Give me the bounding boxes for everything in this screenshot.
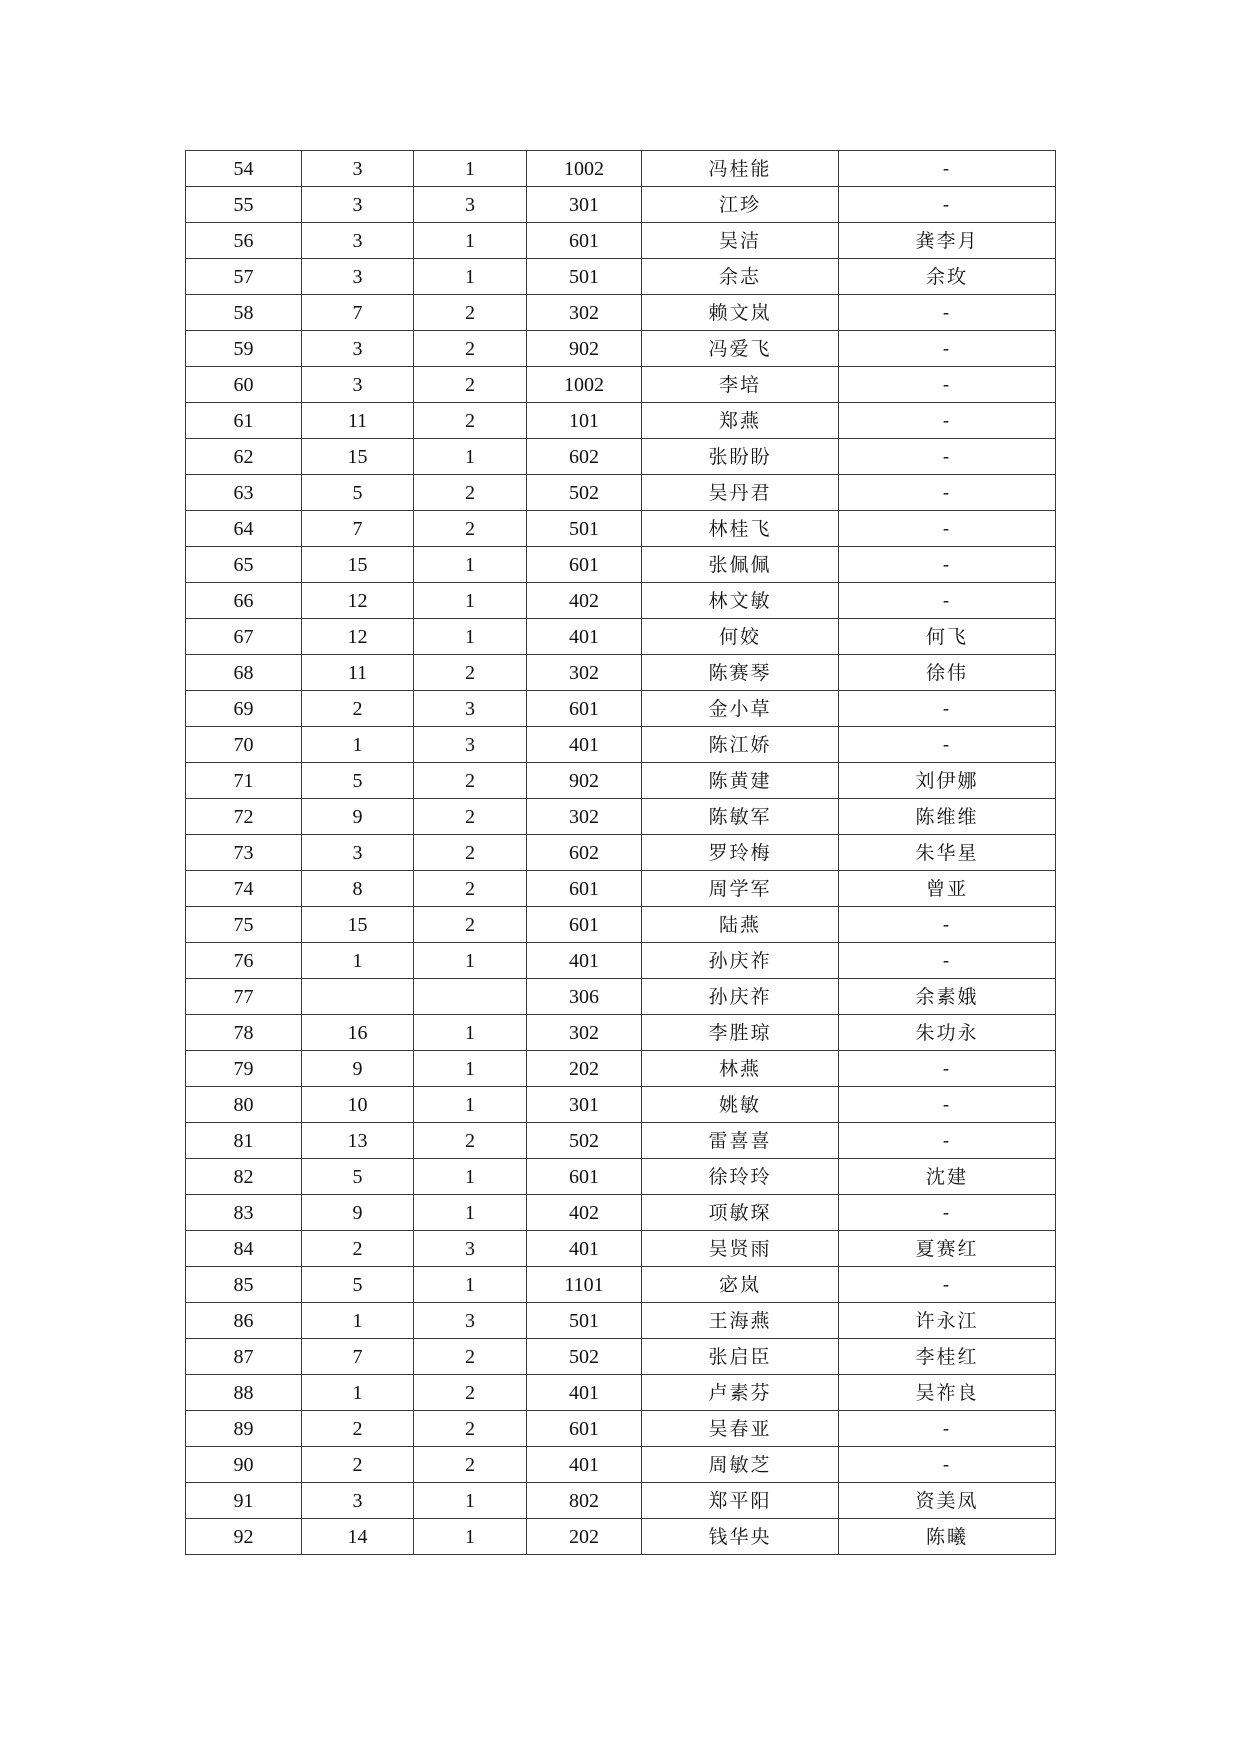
row-number-cell: 58 — [186, 295, 302, 331]
co-owner-name-cell: - — [839, 331, 1056, 367]
co-owner-name-cell: 余玫 — [839, 259, 1056, 295]
table-row — [186, 1123, 1056, 1159]
row-number-cell: 78 — [186, 1015, 302, 1051]
column-2-cell: 5 — [302, 763, 414, 799]
table-row — [186, 943, 1056, 979]
column-2-cell: 2 — [302, 1411, 414, 1447]
co-owner-name-cell: 沈建 — [839, 1159, 1056, 1195]
owner-name-cell: 陈赛琴 — [642, 655, 839, 691]
column-3-cell: 2 — [414, 763, 527, 799]
column-2-cell: 9 — [302, 1195, 414, 1231]
column-3-cell: 1 — [414, 1087, 527, 1123]
owner-name-cell: 冯爱飞 — [642, 331, 839, 367]
table-row — [186, 1195, 1056, 1231]
co-owner-name-cell: - — [839, 1411, 1056, 1447]
table-row — [186, 1267, 1056, 1303]
co-owner-name-cell: 刘伊娜 — [839, 763, 1056, 799]
column-2-cell: 7 — [302, 511, 414, 547]
column-2-cell: 3 — [302, 223, 414, 259]
table-row — [186, 295, 1056, 331]
table-row — [186, 1087, 1056, 1123]
co-owner-name-cell: - — [839, 547, 1056, 583]
co-owner-name-cell: - — [839, 1051, 1056, 1087]
column-2-cell: 3 — [302, 331, 414, 367]
room-number-cell: 601 — [527, 1159, 642, 1195]
owner-name-cell: 雷喜喜 — [642, 1123, 839, 1159]
row-number-cell: 83 — [186, 1195, 302, 1231]
row-number-cell: 79 — [186, 1051, 302, 1087]
table-row — [186, 763, 1056, 799]
column-3-cell: 2 — [414, 799, 527, 835]
column-3-cell: 1 — [414, 1519, 527, 1555]
column-3-cell: 2 — [414, 511, 527, 547]
owner-name-cell: 余志 — [642, 259, 839, 295]
room-number-cell: 101 — [527, 403, 642, 439]
owner-name-cell: 孙庆祚 — [642, 943, 839, 979]
room-number-cell: 301 — [527, 1087, 642, 1123]
room-number-cell: 601 — [527, 223, 642, 259]
column-2-cell: 3 — [302, 835, 414, 871]
column-2-cell: 15 — [302, 907, 414, 943]
co-owner-name-cell: - — [839, 439, 1056, 475]
table-row — [186, 331, 1056, 367]
column-2-cell: 3 — [302, 367, 414, 403]
column-3-cell: 1 — [414, 151, 527, 187]
room-number-cell: 502 — [527, 1339, 642, 1375]
room-number-cell: 601 — [527, 547, 642, 583]
room-number-cell: 601 — [527, 1411, 642, 1447]
column-3-cell: 1 — [414, 1483, 527, 1519]
co-owner-name-cell: 许永江 — [839, 1303, 1056, 1339]
roster-table-body — [186, 151, 1056, 1555]
row-number-cell: 74 — [186, 871, 302, 907]
owner-name-cell: 项敏琛 — [642, 1195, 839, 1231]
room-number-cell: 302 — [527, 295, 642, 331]
co-owner-name-cell: 龚李月 — [839, 223, 1056, 259]
column-2-cell: 3 — [302, 187, 414, 223]
table-row — [186, 1375, 1056, 1411]
room-number-cell: 1002 — [527, 151, 642, 187]
table-row — [186, 1303, 1056, 1339]
room-number-cell: 1002 — [527, 367, 642, 403]
column-3-cell: 1 — [414, 1015, 527, 1051]
table-row — [186, 1339, 1056, 1375]
co-owner-name-cell: 朱功永 — [839, 1015, 1056, 1051]
table-row — [186, 1483, 1056, 1519]
column-2-cell: 12 — [302, 583, 414, 619]
table-row — [186, 1231, 1056, 1267]
column-3-cell: 1 — [414, 439, 527, 475]
co-owner-name-cell: 吴祚良 — [839, 1375, 1056, 1411]
table-row — [186, 1015, 1056, 1051]
table-row — [186, 1411, 1056, 1447]
row-number-cell: 59 — [186, 331, 302, 367]
table-row — [186, 1051, 1056, 1087]
room-number-cell: 1101 — [527, 1267, 642, 1303]
co-owner-name-cell: 余素娥 — [839, 979, 1056, 1015]
column-2-cell: 5 — [302, 1267, 414, 1303]
row-number-cell: 81 — [186, 1123, 302, 1159]
table-row — [186, 439, 1056, 475]
room-number-cell: 202 — [527, 1051, 642, 1087]
column-3-cell: 1 — [414, 547, 527, 583]
table-row — [186, 223, 1056, 259]
co-owner-name-cell: - — [839, 907, 1056, 943]
column-3-cell: 2 — [414, 835, 527, 871]
column-3-cell: 2 — [414, 475, 527, 511]
row-number-cell: 77 — [186, 979, 302, 1015]
owner-name-cell: 周敏芝 — [642, 1447, 839, 1483]
row-number-cell: 88 — [186, 1375, 302, 1411]
row-number-cell: 85 — [186, 1267, 302, 1303]
co-owner-name-cell: - — [839, 511, 1056, 547]
co-owner-name-cell: - — [839, 475, 1056, 511]
column-3-cell: 1 — [414, 583, 527, 619]
table-row — [186, 367, 1056, 403]
table-row — [186, 907, 1056, 943]
row-number-cell: 90 — [186, 1447, 302, 1483]
row-number-cell: 76 — [186, 943, 302, 979]
owner-name-cell: 吴春亚 — [642, 1411, 839, 1447]
column-2-cell: 14 — [302, 1519, 414, 1555]
owner-name-cell: 林文敏 — [642, 583, 839, 619]
co-owner-name-cell: - — [839, 1123, 1056, 1159]
column-3-cell: 2 — [414, 871, 527, 907]
column-3-cell: 2 — [414, 1375, 527, 1411]
co-owner-name-cell: - — [839, 943, 1056, 979]
owner-name-cell: 陈江娇 — [642, 727, 839, 763]
roster-table — [185, 150, 1056, 1555]
owner-name-cell: 卢素芬 — [642, 1375, 839, 1411]
row-number-cell: 57 — [186, 259, 302, 295]
column-3-cell: 1 — [414, 1051, 527, 1087]
column-2-cell: 9 — [302, 1051, 414, 1087]
column-3-cell: 1 — [414, 943, 527, 979]
owner-name-cell: 陈黄建 — [642, 763, 839, 799]
row-number-cell: 73 — [186, 835, 302, 871]
owner-name-cell: 孙庆祚 — [642, 979, 839, 1015]
table-row — [186, 727, 1056, 763]
owner-name-cell: 何姣 — [642, 619, 839, 655]
column-2-cell: 13 — [302, 1123, 414, 1159]
row-number-cell: 67 — [186, 619, 302, 655]
column-3-cell: 2 — [414, 1339, 527, 1375]
table-row — [186, 511, 1056, 547]
room-number-cell: 401 — [527, 1375, 642, 1411]
column-3-cell: 2 — [414, 331, 527, 367]
co-owner-name-cell: - — [839, 583, 1056, 619]
row-number-cell: 71 — [186, 763, 302, 799]
table-row — [186, 187, 1056, 223]
column-2-cell: 3 — [302, 151, 414, 187]
row-number-cell: 56 — [186, 223, 302, 259]
room-number-cell: 501 — [527, 1303, 642, 1339]
row-number-cell: 65 — [186, 547, 302, 583]
table-row — [186, 583, 1056, 619]
room-number-cell: 502 — [527, 475, 642, 511]
owner-name-cell: 徐玲玲 — [642, 1159, 839, 1195]
column-3-cell: 1 — [414, 1195, 527, 1231]
row-number-cell: 68 — [186, 655, 302, 691]
row-number-cell: 55 — [186, 187, 302, 223]
owner-name-cell: 姚敏 — [642, 1087, 839, 1123]
column-3-cell: 2 — [414, 403, 527, 439]
owner-name-cell: 钱华央 — [642, 1519, 839, 1555]
column-2-cell: 15 — [302, 547, 414, 583]
owner-name-cell: 李培 — [642, 367, 839, 403]
room-number-cell: 401 — [527, 727, 642, 763]
column-2-cell: 1 — [302, 1375, 414, 1411]
table-row — [186, 691, 1056, 727]
table-row — [186, 871, 1056, 907]
co-owner-name-cell: - — [839, 295, 1056, 331]
row-number-cell: 70 — [186, 727, 302, 763]
room-number-cell: 602 — [527, 439, 642, 475]
co-owner-name-cell: 陈维维 — [839, 799, 1056, 835]
room-number-cell: 802 — [527, 1483, 642, 1519]
row-number-cell: 86 — [186, 1303, 302, 1339]
column-3-cell: 1 — [414, 1159, 527, 1195]
column-2-cell: 12 — [302, 619, 414, 655]
owner-name-cell: 江珍 — [642, 187, 839, 223]
column-3-cell: 1 — [414, 259, 527, 295]
row-number-cell: 89 — [186, 1411, 302, 1447]
room-number-cell: 402 — [527, 1195, 642, 1231]
row-number-cell: 87 — [186, 1339, 302, 1375]
table-row — [186, 655, 1056, 691]
column-3-cell: 1 — [414, 1267, 527, 1303]
owner-name-cell: 林燕 — [642, 1051, 839, 1087]
column-3-cell: 2 — [414, 907, 527, 943]
column-2-cell: 3 — [302, 259, 414, 295]
row-number-cell: 69 — [186, 691, 302, 727]
owner-name-cell: 林桂飞 — [642, 511, 839, 547]
room-number-cell: 601 — [527, 907, 642, 943]
co-owner-name-cell: 曾亚 — [839, 871, 1056, 907]
owner-name-cell: 吴丹君 — [642, 475, 839, 511]
table-row — [186, 979, 1056, 1015]
column-2-cell: 5 — [302, 475, 414, 511]
column-2-cell: 1 — [302, 727, 414, 763]
room-number-cell: 902 — [527, 763, 642, 799]
column-3-cell: 1 — [414, 223, 527, 259]
column-3-cell: 3 — [414, 691, 527, 727]
owner-name-cell: 张佩佩 — [642, 547, 839, 583]
row-number-cell: 64 — [186, 511, 302, 547]
co-owner-name-cell: - — [839, 1087, 1056, 1123]
column-2-cell: 11 — [302, 403, 414, 439]
room-number-cell: 501 — [527, 511, 642, 547]
room-number-cell: 401 — [527, 1231, 642, 1267]
column-2-cell: 7 — [302, 295, 414, 331]
room-number-cell: 902 — [527, 331, 642, 367]
column-2-cell: 11 — [302, 655, 414, 691]
table-row — [186, 1159, 1056, 1195]
table-row — [186, 259, 1056, 295]
row-number-cell: 91 — [186, 1483, 302, 1519]
owner-name-cell: 郑平阳 — [642, 1483, 839, 1519]
room-number-cell: 301 — [527, 187, 642, 223]
table-row — [186, 619, 1056, 655]
table-row — [186, 403, 1056, 439]
column-3-cell: 2 — [414, 1447, 527, 1483]
column-2-cell — [302, 979, 414, 1015]
table-row — [186, 1447, 1056, 1483]
row-number-cell: 92 — [186, 1519, 302, 1555]
table-row — [186, 547, 1056, 583]
co-owner-name-cell: 朱华星 — [839, 835, 1056, 871]
column-2-cell: 5 — [302, 1159, 414, 1195]
row-number-cell: 84 — [186, 1231, 302, 1267]
column-3-cell: 2 — [414, 1123, 527, 1159]
column-3-cell: 3 — [414, 727, 527, 763]
table-row — [186, 835, 1056, 871]
owner-name-cell: 陈敏军 — [642, 799, 839, 835]
row-number-cell: 61 — [186, 403, 302, 439]
column-2-cell: 10 — [302, 1087, 414, 1123]
co-owner-name-cell: - — [839, 1195, 1056, 1231]
column-2-cell: 7 — [302, 1339, 414, 1375]
owner-name-cell: 周学军 — [642, 871, 839, 907]
column-2-cell: 3 — [302, 1483, 414, 1519]
row-number-cell: 80 — [186, 1087, 302, 1123]
room-number-cell: 302 — [527, 799, 642, 835]
co-owner-name-cell: 夏赛红 — [839, 1231, 1056, 1267]
room-number-cell: 602 — [527, 835, 642, 871]
row-number-cell: 72 — [186, 799, 302, 835]
column-2-cell: 2 — [302, 691, 414, 727]
room-number-cell: 401 — [527, 1447, 642, 1483]
co-owner-name-cell: - — [839, 1267, 1056, 1303]
row-number-cell: 54 — [186, 151, 302, 187]
column-3-cell: 3 — [414, 1303, 527, 1339]
column-2-cell: 1 — [302, 943, 414, 979]
row-number-cell: 62 — [186, 439, 302, 475]
co-owner-name-cell: - — [839, 727, 1056, 763]
row-number-cell: 63 — [186, 475, 302, 511]
room-number-cell: 202 — [527, 1519, 642, 1555]
table-row — [186, 1519, 1056, 1555]
column-3-cell: 2 — [414, 367, 527, 403]
row-number-cell: 82 — [186, 1159, 302, 1195]
owner-name-cell: 金小草 — [642, 691, 839, 727]
co-owner-name-cell: 何飞 — [839, 619, 1056, 655]
co-owner-name-cell: - — [839, 367, 1056, 403]
table-row — [186, 475, 1056, 511]
co-owner-name-cell: - — [839, 691, 1056, 727]
owner-name-cell: 李胜琼 — [642, 1015, 839, 1051]
owner-name-cell: 郑燕 — [642, 403, 839, 439]
owner-name-cell: 陆燕 — [642, 907, 839, 943]
room-number-cell: 502 — [527, 1123, 642, 1159]
co-owner-name-cell: - — [839, 151, 1056, 187]
room-number-cell: 302 — [527, 655, 642, 691]
column-3-cell — [414, 979, 527, 1015]
owner-name-cell: 吴洁 — [642, 223, 839, 259]
column-3-cell: 3 — [414, 1231, 527, 1267]
column-3-cell: 2 — [414, 295, 527, 331]
row-number-cell: 60 — [186, 367, 302, 403]
table-row — [186, 799, 1056, 835]
column-2-cell: 15 — [302, 439, 414, 475]
room-number-cell: 601 — [527, 871, 642, 907]
column-3-cell: 3 — [414, 187, 527, 223]
room-number-cell: 402 — [527, 583, 642, 619]
owner-name-cell: 吴贤雨 — [642, 1231, 839, 1267]
column-2-cell: 16 — [302, 1015, 414, 1051]
owner-name-cell: 冯桂能 — [642, 151, 839, 187]
co-owner-name-cell: - — [839, 403, 1056, 439]
row-number-cell: 75 — [186, 907, 302, 943]
co-owner-name-cell: - — [839, 187, 1056, 223]
owner-name-cell: 赖文岚 — [642, 295, 839, 331]
co-owner-name-cell: 陈曦 — [839, 1519, 1056, 1555]
column-3-cell: 2 — [414, 1411, 527, 1447]
owner-name-cell: 张启臣 — [642, 1339, 839, 1375]
column-2-cell: 1 — [302, 1303, 414, 1339]
room-number-cell: 302 — [527, 1015, 642, 1051]
room-number-cell: 501 — [527, 259, 642, 295]
co-owner-name-cell: 徐伟 — [839, 655, 1056, 691]
owner-name-cell: 王海燕 — [642, 1303, 839, 1339]
co-owner-name-cell: 李桂红 — [839, 1339, 1056, 1375]
owner-name-cell: 宓岚 — [642, 1267, 839, 1303]
column-2-cell: 8 — [302, 871, 414, 907]
co-owner-name-cell: - — [839, 1447, 1056, 1483]
room-number-cell: 306 — [527, 979, 642, 1015]
column-3-cell: 1 — [414, 619, 527, 655]
owner-name-cell: 张盼盼 — [642, 439, 839, 475]
column-2-cell: 2 — [302, 1231, 414, 1267]
table-row — [186, 151, 1056, 187]
column-2-cell: 2 — [302, 1447, 414, 1483]
column-3-cell: 2 — [414, 655, 527, 691]
owner-name-cell: 罗玲梅 — [642, 835, 839, 871]
row-number-cell: 66 — [186, 583, 302, 619]
room-number-cell: 401 — [527, 943, 642, 979]
room-number-cell: 601 — [527, 691, 642, 727]
column-2-cell: 9 — [302, 799, 414, 835]
room-number-cell: 401 — [527, 619, 642, 655]
co-owner-name-cell: 资美凤 — [839, 1483, 1056, 1519]
